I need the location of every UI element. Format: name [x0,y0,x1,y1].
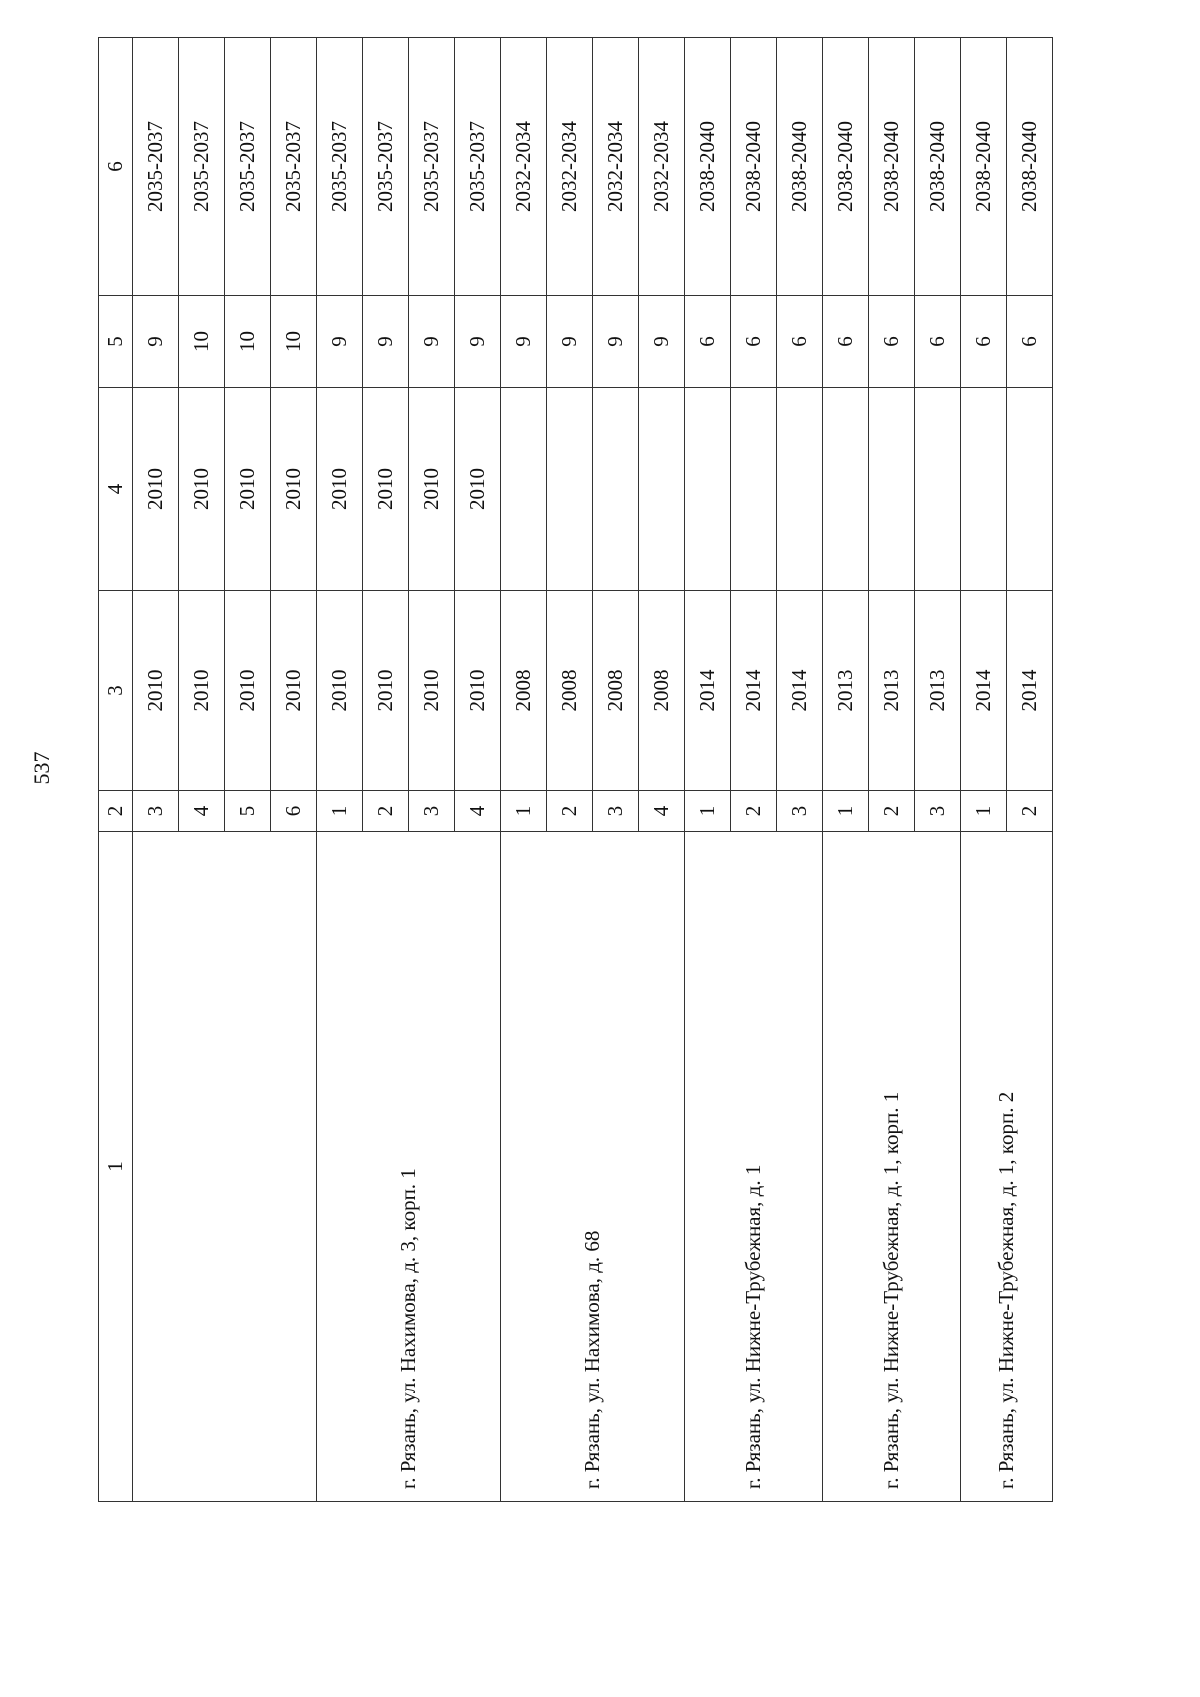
planned-period-cell: 2038-2040 [685,38,731,296]
service-life-cell: 9 [409,296,455,388]
address-cell: г. Рязань, ул. Нижне-Трубежная, д. 1 [685,832,823,1502]
rotated-table-container [98,38,1078,1502]
planned-period-cell: 2035-2037 [317,38,363,296]
overhaul-year-cell [639,388,685,591]
page-number: 537 [29,751,54,785]
overhaul-year-cell [547,388,593,591]
service-life-cell: 6 [915,296,961,388]
entry-number-cell: 2 [869,791,915,832]
planned-period-cell: 2035-2037 [271,38,317,296]
planned-period-cell: 2035-2037 [133,38,179,296]
planned-period-cell: 2035-2037 [225,38,271,296]
overhaul-year-cell: 2010 [271,388,317,591]
entry-number-cell: 5 [225,791,271,832]
commission-year-cell: 2013 [869,591,915,791]
header-cell-col-6: 6 [99,38,133,296]
table-row [961,38,1007,1502]
planned-period-cell: 2035-2037 [455,38,501,296]
entry-number-cell: 3 [593,791,639,832]
commission-year-cell: 2013 [915,591,961,791]
header-cell-col-2: 2 [99,791,133,832]
commission-year-cell: 2010 [271,591,317,791]
service-life-cell: 6 [777,296,823,388]
overhaul-year-cell: 2010 [363,388,409,591]
address-cell [133,832,317,1502]
entry-number-cell: 1 [317,791,363,832]
planned-period-cell: 2038-2040 [731,38,777,296]
table-row [133,38,179,1502]
service-life-cell: 9 [501,296,547,388]
service-life-cell: 9 [133,296,179,388]
entry-number-cell: 3 [409,791,455,832]
service-life-cell: 6 [1007,296,1053,388]
overhaul-year-cell: 2010 [225,388,271,591]
planned-period-cell: 2038-2040 [823,38,869,296]
entry-number-cell: 1 [501,791,547,832]
service-life-cell: 6 [731,296,777,388]
commission-year-cell: 2013 [823,591,869,791]
commission-year-cell: 2010 [409,591,455,791]
commission-year-cell: 2014 [685,591,731,791]
service-life-cell: 6 [869,296,915,388]
entry-number-cell: 1 [685,791,731,832]
commission-year-cell: 2014 [961,591,1007,791]
commission-year-cell: 2010 [317,591,363,791]
planned-period-cell: 2035-2037 [363,38,409,296]
commission-year-cell: 2010 [179,591,225,791]
commission-year-cell: 2008 [501,591,547,791]
overhaul-year-cell [1007,388,1053,591]
header-cell-col-4: 4 [99,388,133,591]
table-row [317,38,363,1502]
planned-period-cell: 2038-2040 [961,38,1007,296]
header-cell-col-5: 5 [99,296,133,388]
overhaul-year-cell [823,388,869,591]
commission-year-cell: 2010 [363,591,409,791]
service-life-cell: 10 [225,296,271,388]
planned-period-cell: 2035-2037 [179,38,225,296]
overhaul-year-cell: 2010 [179,388,225,591]
planned-period-cell: 2035-2037 [409,38,455,296]
planned-period-cell: 2038-2040 [915,38,961,296]
entry-number-cell: 2 [547,791,593,832]
entry-number-cell: 1 [823,791,869,832]
overhaul-year-cell: 2010 [133,388,179,591]
overhaul-year-cell: 2010 [455,388,501,591]
entry-number-cell: 6 [271,791,317,832]
overhaul-year-cell [593,388,639,591]
planned-period-cell: 2038-2040 [1007,38,1053,296]
planned-period-cell: 2032-2034 [593,38,639,296]
entry-number-cell: 3 [133,791,179,832]
service-life-cell: 10 [179,296,225,388]
entry-number-cell: 4 [639,791,685,832]
service-life-cell: 9 [547,296,593,388]
overhaul-year-cell [915,388,961,591]
planned-period-cell: 2038-2040 [869,38,915,296]
overhaul-year-cell: 2010 [409,388,455,591]
entry-number-cell: 1 [961,791,1007,832]
service-life-cell: 6 [823,296,869,388]
address-cell: г. Рязань, ул. Нижне-Трубежная, д. 1, корп. 2 [961,832,1053,1502]
address-cell: г. Рязань, ул. Нахимова, д. 3, корп. 1 [317,832,501,1502]
service-life-cell: 9 [363,296,409,388]
commission-year-cell: 2010 [133,591,179,791]
planned-period-cell: 2032-2034 [501,38,547,296]
address-cell: г. Рязань, ул. Нахимова, д. 68 [501,832,685,1502]
overhaul-year-cell [501,388,547,591]
service-life-cell: 9 [317,296,363,388]
service-life-cell: 6 [961,296,1007,388]
service-life-cell: 9 [455,296,501,388]
entry-number-cell: 3 [777,791,823,832]
commission-year-cell: 2010 [455,591,501,791]
commission-year-cell: 2014 [1007,591,1053,791]
commission-year-cell: 2008 [593,591,639,791]
address-cell: г. Рязань, ул. Нижне-Трубежная, д. 1, корп. 1 [823,832,961,1502]
header-cell-col-3: 3 [99,591,133,791]
overhaul-year-cell [961,388,1007,591]
commission-year-cell: 2008 [547,591,593,791]
entry-number-cell: 4 [179,791,225,832]
overhaul-year-cell [731,388,777,591]
table-body [99,38,1053,1502]
entry-number-cell: 2 [363,791,409,832]
commission-year-cell: 2010 [225,591,271,791]
commission-year-cell: 2008 [639,591,685,791]
header-row [99,38,133,1502]
table-row [501,38,547,1502]
service-life-cell: 6 [685,296,731,388]
commission-year-cell: 2014 [731,591,777,791]
entry-number-cell: 2 [1007,791,1053,832]
service-life-cell: 9 [639,296,685,388]
schedule-table [98,37,1053,1502]
commission-year-cell: 2014 [777,591,823,791]
overhaul-year-cell [777,388,823,591]
entry-number-cell: 3 [915,791,961,832]
table-row [823,38,869,1502]
overhaul-year-cell [869,388,915,591]
service-life-cell: 9 [593,296,639,388]
overhaul-year-cell: 2010 [317,388,363,591]
overhaul-year-cell [685,388,731,591]
table-row [685,38,731,1502]
service-life-cell: 10 [271,296,317,388]
header-cell-col-1: 1 [99,832,133,1502]
entry-number-cell: 4 [455,791,501,832]
entry-number-cell: 2 [731,791,777,832]
planned-period-cell: 2038-2040 [777,38,823,296]
planned-period-cell: 2032-2034 [639,38,685,296]
planned-period-cell: 2032-2034 [547,38,593,296]
